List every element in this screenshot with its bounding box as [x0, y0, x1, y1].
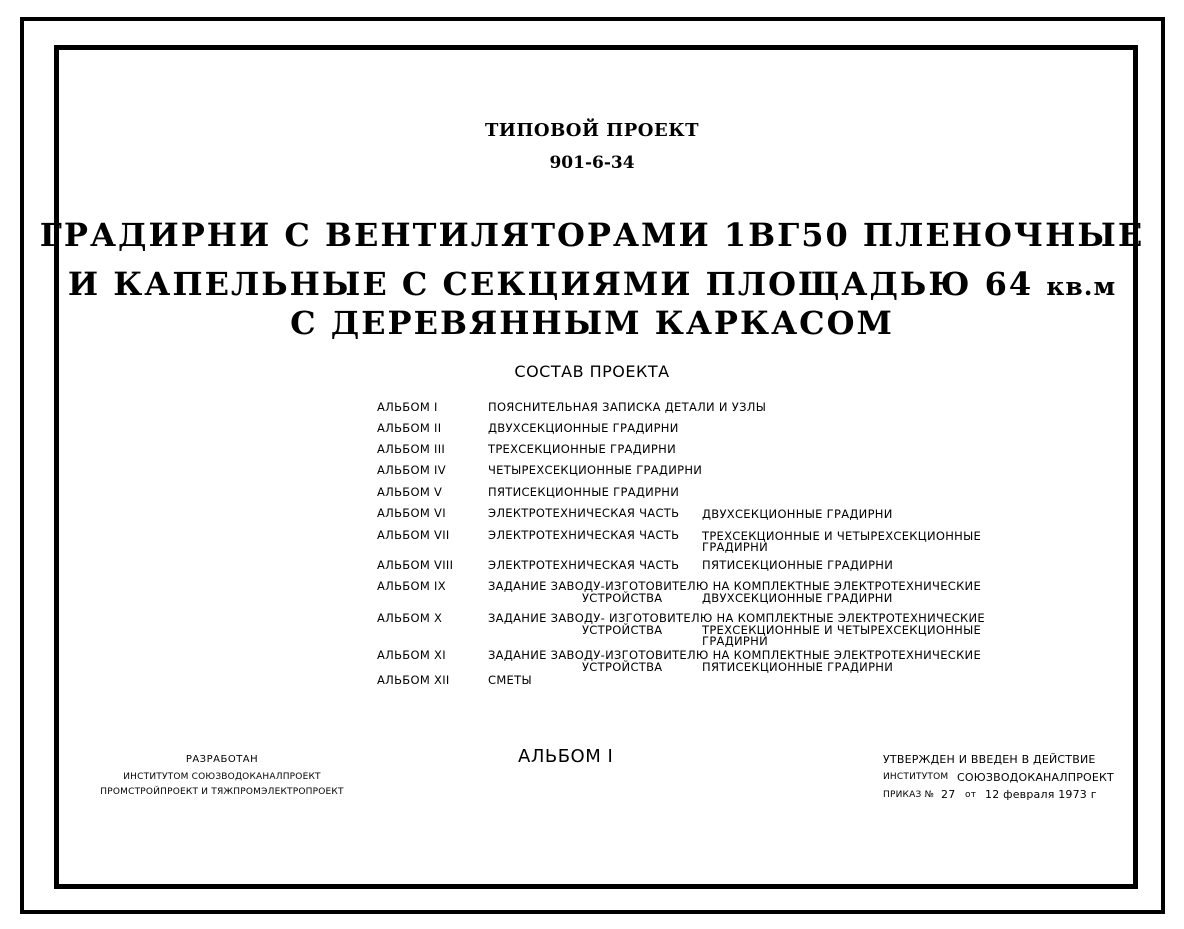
album-desc: СМЕТЫ: [488, 673, 532, 687]
album-sub: ТРЕХСЕКЦИОННЫЕ И ЧЕТЫРЕХСЕКЦИОННЫЕ: [702, 529, 982, 543]
album-sub: ДВУХСЕКЦИОННЫЕ ГРАДИРНИ: [702, 591, 893, 605]
approval-date: 12 февраля 1973 г: [985, 788, 1097, 801]
developer-line-2: ПРОМСТРОЙПРОЕКТ И ТЯЖПРОМЭЛЕКТРОПРОЕКТ: [100, 787, 344, 797]
album-label: АЛЬБОМ XII: [377, 673, 450, 687]
album-desc: ПЯТИСЕКЦИОННЫЕ ГРАДИРНИ: [488, 485, 680, 499]
album-label: АЛЬБОМ IX: [377, 579, 446, 593]
album-desc: ЭЛЕКТРОТЕХНИЧЕСКАЯ ЧАСТЬ: [488, 506, 680, 520]
album-label: АЛЬБОМ VII: [377, 528, 450, 542]
album-desc: ЭЛЕКТРОТЕХНИЧЕСКАЯ ЧАСТЬ: [488, 528, 680, 542]
album-sub: ДВУХСЕКЦИОННЫЕ ГРАДИРНИ: [702, 507, 893, 521]
approval-order-number: 27: [941, 788, 956, 801]
album-desc: ЗАДАНИЕ ЗАВОДУ-ИЗГОТОВИТЕЛЮ НА КОМПЛЕКТНЫЕ ЭЛЕКТРОТЕХНИЧЕСКИЕ: [488, 579, 982, 593]
album-desc: ЭЛЕКТРОТЕХНИЧЕСКАЯ ЧАСТЬ: [488, 558, 680, 572]
approval-title: УТВЕРЖДЕН И ВВЕДЕН В ДЕЙСТВИЕ: [883, 753, 1096, 766]
album-sub: УСТРОЙСТВА: [582, 591, 663, 605]
title-line-2: [0, 264, 1184, 307]
album-label: АЛЬБОМ V: [377, 485, 443, 499]
approval-order-label: ПРИКАЗ №: [883, 790, 935, 800]
album-desc: ЧЕТЫРЕХСЕКЦИОННЫЕ ГРАДИРНИ: [488, 463, 703, 477]
approval-date-label: от: [965, 790, 977, 800]
album-label: АЛЬБОМ III: [377, 442, 446, 456]
album-sub: ПЯТИСЕКЦИОННЫЕ ГРАДИРНИ: [702, 558, 894, 572]
album-desc: ПОЯСНИТЕЛЬНАЯ ЗАПИСКА ДЕТАЛИ И УЗЛЫ: [488, 400, 767, 414]
album-sub: ГРАДИРНИ: [702, 540, 768, 554]
project-label: ТИПОВОЙ ПРОЕКТ: [485, 120, 699, 141]
album-desc: ЗАДАНИЕ ЗАВОДУ-ИЗГОТОВИТЕЛЮ НА КОМПЛЕКТНЫЕ ЭЛЕКТРОТЕХНИЧЕСКИЕ: [488, 648, 982, 662]
album-sub: ПЯТИСЕКЦИОННЫЕ ГРАДИРНИ: [702, 660, 894, 674]
album-label: АЛЬБОМ X: [377, 611, 443, 625]
title-line-1: ГРАДИРНИ С ВЕНТИЛЯТОРАМИ 1ВГ50 ПЛЕНОЧНЫЕ: [39, 216, 1145, 254]
approval-institute-label: ИНСТИТУТОМ: [883, 772, 949, 782]
title-line-2-unit: кв.м: [1046, 272, 1117, 301]
album-label: АЛЬБОМ VIII: [377, 558, 454, 572]
album-sub: ТРЕХСЕКЦИОННЫЕ И ЧЕТЫРЕХСЕКЦИОННЫЕ: [702, 623, 982, 637]
contents-heading: СОСТАВ ПРОЕКТА: [514, 362, 670, 381]
album-desc: ДВУХСЕКЦИОННЫЕ ГРАДИРНИ: [488, 421, 679, 435]
title-line-2-text: И КАПЕЛЬНЫЕ С СЕКЦИЯМИ ПЛОЩАДЬЮ 64: [67, 265, 1034, 303]
album-sub: ГРАДИРНИ: [702, 634, 768, 648]
album-desc: ЗАДАНИЕ ЗАВОДУ- ИЗГОТОВИТЕЛЮ НА КОМПЛЕКТНЫЕ ЭЛЕКТРОТЕХНИЧЕСКИЕ: [488, 611, 985, 625]
project-number: 901-6-34: [549, 153, 635, 173]
album-label: АЛЬБОМ IV: [377, 463, 446, 477]
developer-title: РАЗРАБОТАН: [185, 754, 259, 765]
album-label: АЛЬБОМ I: [377, 400, 438, 414]
album-sub: УСТРОЙСТВА: [582, 660, 663, 674]
developer-line-1: ИНСТИТУТОМ СОЮЗВОДОКАНАЛПРОЕКТ: [123, 772, 321, 782]
album-label: АЛЬБОМ II: [377, 421, 442, 435]
current-album: АЛЬБОМ I: [518, 746, 614, 767]
album-label: АЛЬБОМ XI: [377, 648, 446, 662]
album-desc: ТРЕХСЕКЦИОННЫЕ ГРАДИРНИ: [488, 442, 676, 456]
album-label: АЛЬБОМ VI: [377, 506, 446, 520]
title-line-3: С ДЕРЕВЯННЫМ КАРКАСОМ: [290, 304, 894, 342]
approval-institute-name: СОЮЗВОДОКАНАЛПРОЕКТ: [957, 771, 1114, 784]
album-sub: УСТРОЙСТВА: [582, 623, 663, 637]
